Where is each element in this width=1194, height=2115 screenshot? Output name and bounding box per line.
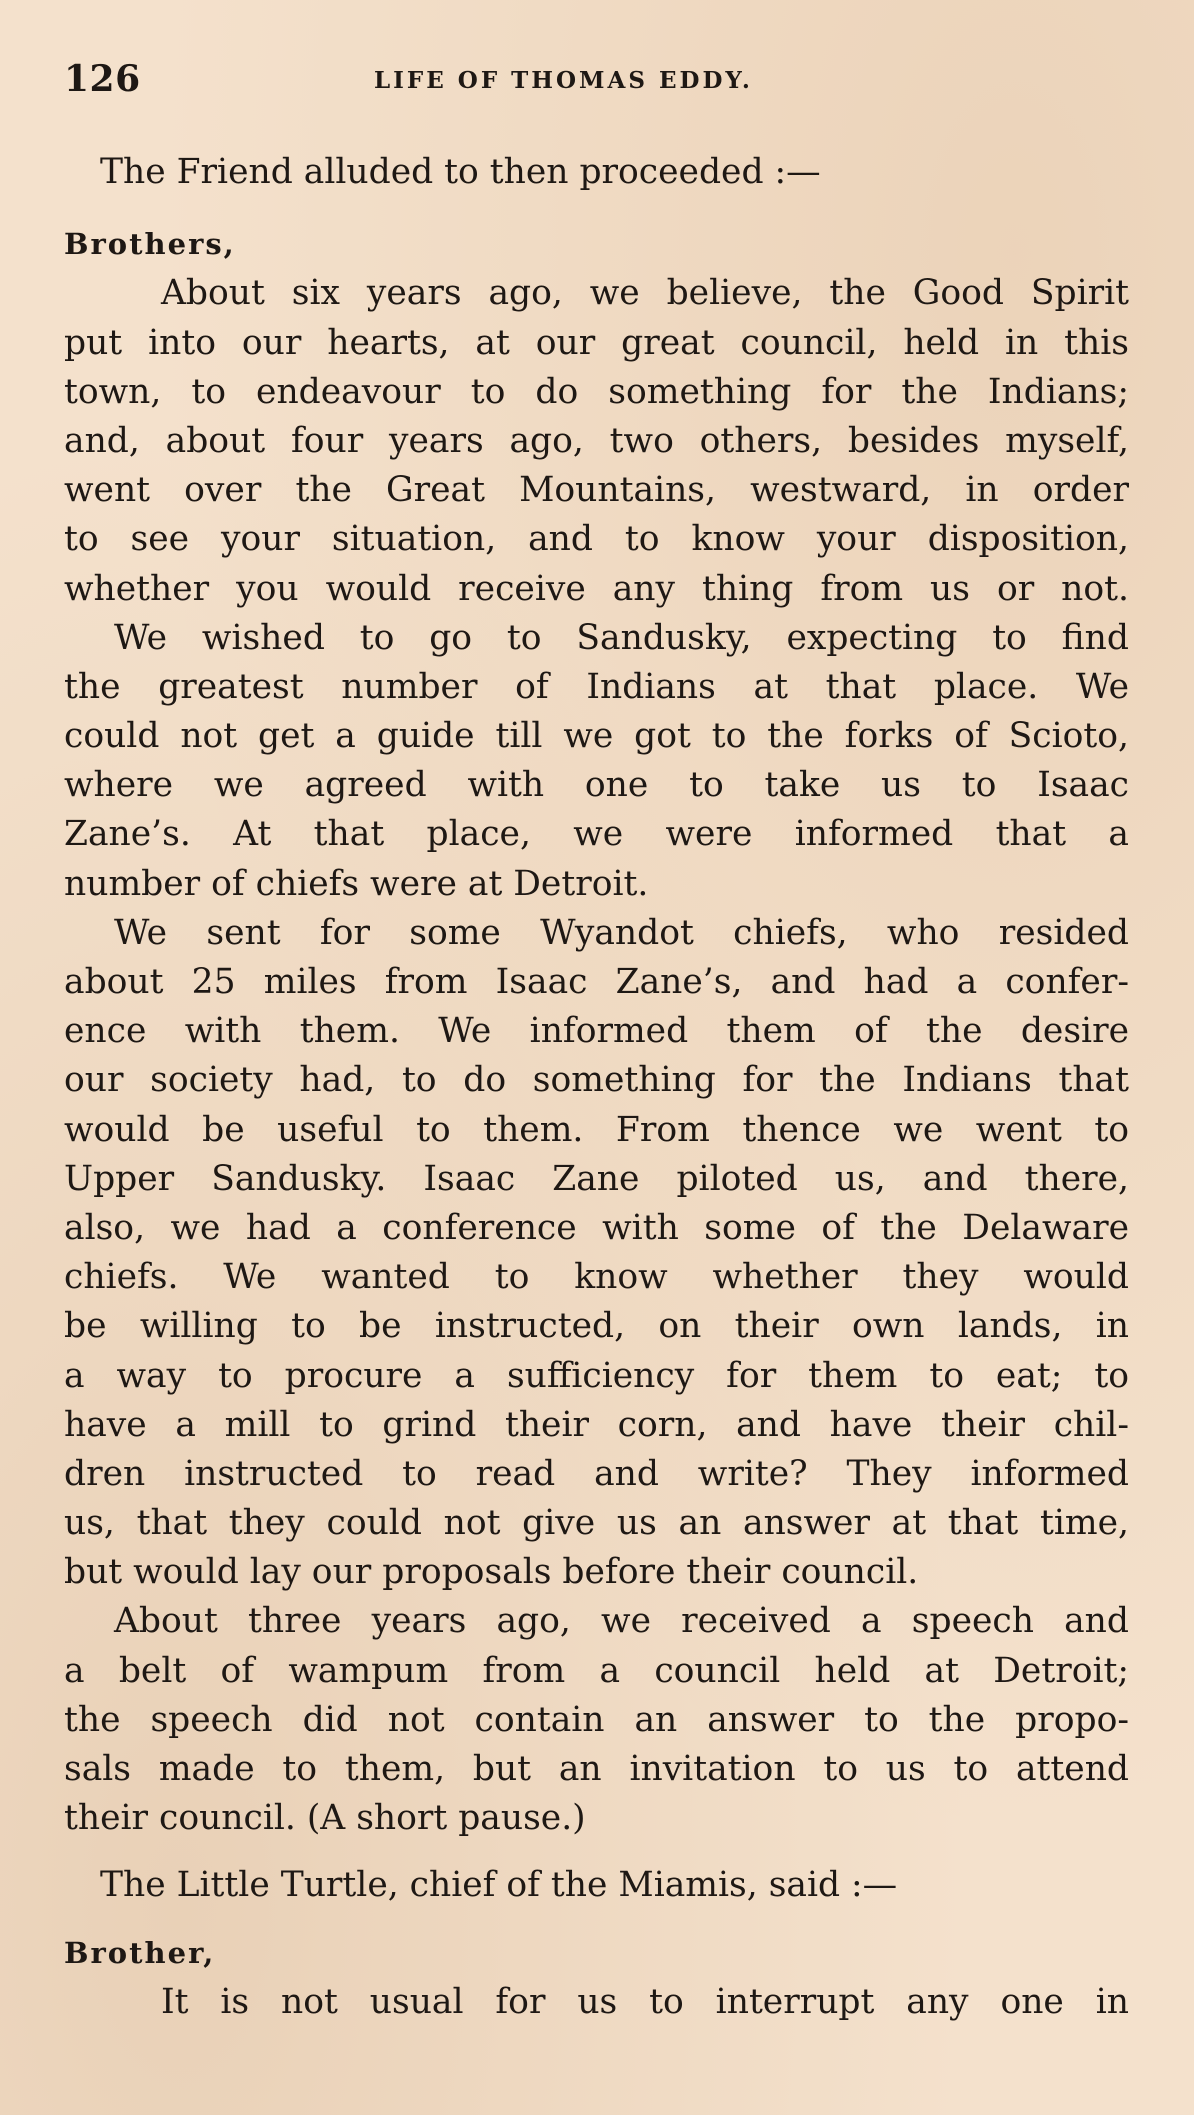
running-title: LIFE OF THOMAS EDDY. [374,67,753,94]
text-line: have a mill to grind their corn, and have their chil- [64,1404,1129,1445]
text-line: a way to procure a sufficiency for them to eat; to [64,1355,1129,1396]
text-line: Upper Sandusky. Isaac Zane piloted us, and there, [64,1158,1129,1199]
paragraph-2 [64,614,1129,909]
spacer [64,1911,1129,1929]
text-line: where we agreed with one to take us to Isaac [64,765,1129,806]
text-line: but would lay our proposals before their council. [64,1552,919,1593]
spacer [64,1843,1129,1861]
text-line: our society had, to do something for the Indians that [64,1060,1129,1101]
text-line: to see your situation, and to know your disposition, [64,519,1129,560]
text-line: and, about four years ago, two others, besides myself, [64,420,1129,461]
text-line: We sent for some Wyandot chiefs, who resided [114,912,1129,953]
text-line: We wished to go to Sandusky, expecting to find [114,617,1129,658]
text-line: could not get a guide till we got to the forks of Scioto, [64,716,1129,757]
text-line: chiefs. We wanted to know whether they would [64,1257,1129,1298]
text-line: About three years ago, we received a speech and [114,1601,1129,1642]
text-line: dren instructed to read and write? They informed [64,1453,1129,1494]
text-line: about 25 miles from Isaac Zane’s, and had a confer- [64,962,1129,1002]
text-line: would be useful to them. From thence we went to [64,1109,1129,1150]
text-line: a belt of wampum from a council held at Detroit; [64,1650,1129,1691]
paragraph-3 [64,909,1129,1598]
paragraph-5 [64,1978,1129,2027]
text-line: sals made to them, but an invitation to us to attend [64,1749,1129,1789]
page-number: 126 [64,58,141,100]
text-line: put into our hearts, at our great council, held in this [64,322,1129,363]
text-line: also, we had a conference with some of the Delaware [64,1207,1129,1248]
text-line: ence with them. We informed them of the desire [64,1011,1129,1052]
spacer [64,197,1129,220]
paragraph-4 [64,1597,1129,1843]
body-text [64,148,1129,2027]
intro-line-1: The Friend alluded to then proceeded :— [100,152,821,192]
paragraph-1 [64,269,1129,613]
text-line: It is not usual for us to interrupt any one in [161,1981,1129,2022]
text-line: the speech did not contain an answer to the propo- [64,1699,1129,1740]
text-line: whether you would receive any thing from us or not. [64,568,1129,609]
text-line: went over the Great Mountains, westward, in order [64,470,1129,511]
text-line: the greatest number of Indians at that place. We [64,666,1129,707]
salutation-brothers: Brothers, [64,227,236,262]
text-line: us, that they could not give us an answer at that time, [64,1503,1129,1544]
text-line: About six years ago, we believe, the Good Spirit [161,273,1129,314]
text-line: town, to endeavour to do something for the Indians; [64,371,1129,412]
salutation-brother: Brother, [64,1935,216,1970]
running-head [64,58,1129,108]
text-line: Zane’s. At that place, we were informed that a [64,814,1129,855]
text-line: be willing to be instructed, on their own lands, in [64,1306,1129,1347]
intro-line-2: The Little Turtle, chief of the Miamis, said :— [100,1865,898,1906]
text-line: number of chiefs were at Detroit. [64,863,649,904]
text-line: their council. (A short pause.) [64,1798,586,1839]
